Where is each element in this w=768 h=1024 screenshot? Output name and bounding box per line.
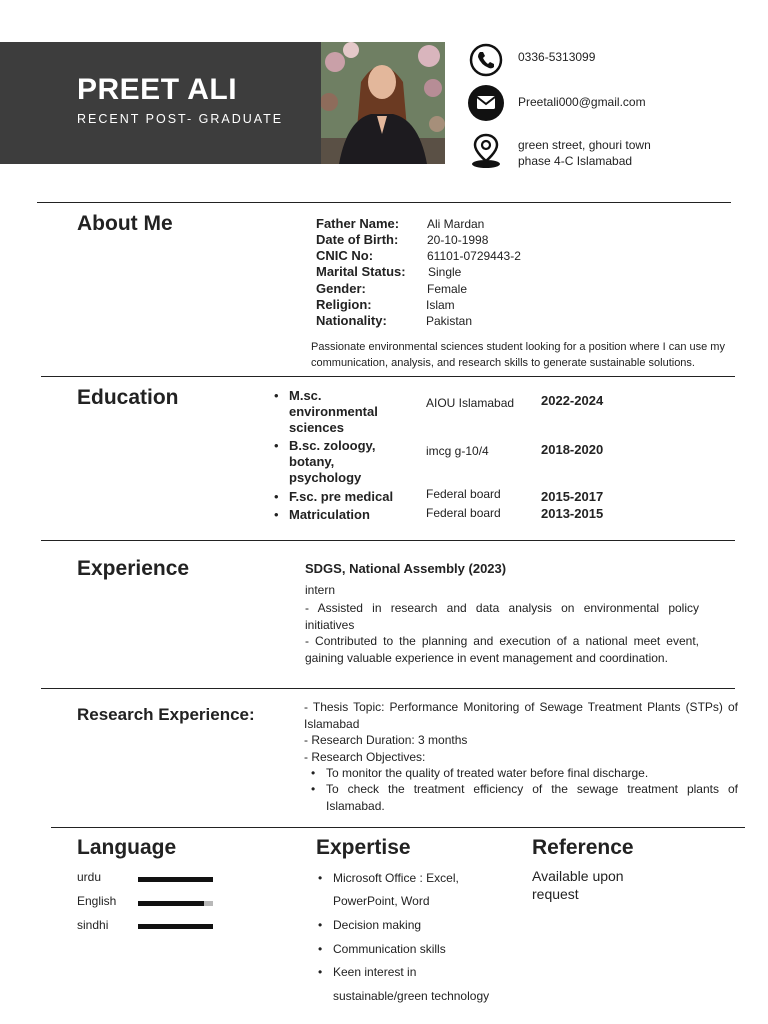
experience-role: intern bbox=[305, 583, 336, 597]
research-objective: To monitor the quality of treated water before final discharge. bbox=[326, 766, 649, 780]
candidate-subtitle: RECENT POST- GRADUATE bbox=[77, 112, 284, 126]
language-bar bbox=[138, 877, 213, 882]
bullet: • bbox=[274, 489, 279, 504]
about-value: Islam bbox=[426, 298, 455, 312]
divider bbox=[41, 376, 735, 377]
expertise-item: sustainable/green technology bbox=[333, 989, 490, 1003]
divider bbox=[51, 827, 745, 828]
about-label: Gender: bbox=[316, 281, 366, 296]
address bbox=[518, 137, 651, 169]
address-line-2: phase 4-C Islamabad bbox=[518, 154, 633, 168]
research-body bbox=[304, 699, 738, 765]
experience-line: initiatives bbox=[305, 618, 355, 632]
about-summary-line: Passionate environmental sciences student looking for a position where I can use my bbox=[311, 341, 725, 353]
degree-line: psychology bbox=[289, 470, 362, 485]
language-title: Language bbox=[77, 836, 177, 859]
education-degree bbox=[289, 438, 375, 486]
research-line: Islamabad. bbox=[326, 798, 385, 813]
about-label: Father Name: bbox=[316, 216, 400, 231]
bullet: • bbox=[274, 507, 279, 522]
envelope-icon bbox=[467, 84, 505, 122]
education-institute: AIOU Islamabad bbox=[426, 396, 515, 410]
language-bar-fill bbox=[138, 901, 204, 906]
divider bbox=[37, 202, 731, 203]
education-years: 2013-2015 bbox=[541, 506, 604, 521]
experience-line: - Assisted in research and data analysis on environmental policy bbox=[305, 601, 699, 615]
education-years: 2022-2024 bbox=[541, 393, 604, 408]
candidate-name: PREET ALI bbox=[77, 73, 238, 106]
about-value: 20-10-1998 bbox=[427, 233, 489, 247]
experience-duty bbox=[305, 633, 699, 667]
experience-line: gaining valuable experience in event management and coordination. bbox=[305, 651, 668, 665]
about-label: Marital Status: bbox=[316, 264, 406, 279]
degree-line: M.sc. bbox=[289, 388, 322, 403]
about-label: CNIC No: bbox=[316, 248, 374, 263]
education-degree bbox=[289, 489, 393, 505]
degree-line: sciences bbox=[289, 420, 344, 435]
about-label: Religion: bbox=[316, 297, 372, 312]
reference-text bbox=[532, 867, 624, 903]
expertise-item: PowerPoint, Word bbox=[333, 894, 430, 908]
expertise-item: Keen interest in bbox=[333, 965, 417, 979]
bullet: • bbox=[318, 942, 323, 956]
bullet: • bbox=[318, 918, 323, 932]
language-name: sindhi bbox=[77, 918, 109, 932]
about-title: About Me bbox=[77, 212, 173, 235]
bullet: • bbox=[274, 388, 279, 403]
education-institute: Federal board bbox=[426, 506, 501, 520]
about-summary bbox=[311, 339, 741, 371]
location-pin-icon bbox=[470, 133, 502, 169]
address-line-1: green street, ghouri town bbox=[518, 138, 651, 152]
profile-photo bbox=[321, 42, 445, 164]
research-objective bbox=[326, 781, 738, 814]
experience-title: Experience bbox=[77, 557, 190, 580]
degree-line: B.sc. zoloogy, bbox=[289, 438, 376, 453]
expertise-title: Expertise bbox=[316, 836, 411, 859]
about-value: 61101-0729443-2 bbox=[427, 249, 521, 263]
phone-number: 0336-5313099 bbox=[518, 50, 596, 64]
reference-line: request bbox=[532, 886, 579, 902]
degree-line: Matriculation bbox=[289, 507, 370, 522]
about-value: Ali Mardan bbox=[427, 217, 485, 231]
education-years: 2018-2020 bbox=[541, 442, 604, 457]
degree-line: environmental bbox=[289, 404, 378, 419]
bullet: • bbox=[318, 965, 323, 979]
degree-line: botany, bbox=[289, 454, 335, 469]
about-value: Single bbox=[428, 265, 462, 279]
research-line: Islamabad bbox=[304, 716, 360, 731]
divider bbox=[41, 540, 735, 541]
expertise-item: Communication skills bbox=[333, 942, 446, 956]
bullet: • bbox=[311, 766, 316, 780]
research-line: To check the treatment efficiency of the sewage treatment plants of bbox=[326, 782, 738, 796]
research-line: - Research Objectives: bbox=[304, 749, 426, 764]
expertise-item: Decision making bbox=[333, 918, 422, 932]
degree-line: F.sc. pre medical bbox=[289, 489, 394, 504]
language-bar-fill bbox=[138, 924, 213, 929]
about-label: Date of Birth: bbox=[316, 232, 399, 247]
language-name: urdu bbox=[77, 870, 102, 884]
language-bar bbox=[138, 901, 213, 906]
experience-duty bbox=[305, 600, 699, 634]
experience-line: - Contributed to the planning and execution of a national meet event, bbox=[305, 634, 699, 648]
education-institute: Federal board bbox=[426, 487, 501, 501]
education-degree bbox=[289, 507, 370, 523]
about-summary-line: communication, analysis, and research skills to generate sustainable solutions. bbox=[311, 357, 695, 369]
language-name: English bbox=[77, 894, 117, 908]
education-years: 2015-2017 bbox=[541, 489, 604, 504]
education-degree bbox=[289, 388, 378, 436]
language-bar-fill bbox=[138, 877, 213, 882]
expertise-item: Microsoft Office : Excel, bbox=[333, 871, 459, 885]
education-institute: imcg g-10/4 bbox=[426, 444, 489, 458]
about-value: Female bbox=[427, 282, 468, 296]
reference-title: Reference bbox=[532, 836, 634, 859]
language-bar bbox=[138, 924, 213, 929]
email-address: Preetali000@gmail.com bbox=[518, 95, 646, 109]
research-title: Research Experience: bbox=[77, 705, 255, 724]
research-line: - Thesis Topic: Performance Monitoring of Sewage Treatment Plants (STPs) of bbox=[304, 700, 738, 714]
about-value: Pakistan bbox=[426, 314, 473, 328]
bullet: • bbox=[274, 438, 279, 453]
research-line: - Research Duration: 3 months bbox=[304, 733, 468, 747]
about-label: Nationality: bbox=[316, 313, 387, 328]
phone-icon bbox=[469, 43, 503, 77]
education-title: Education bbox=[77, 386, 179, 409]
bullet: • bbox=[311, 782, 316, 796]
experience-org: SDGS, National Assembly (2023) bbox=[305, 561, 507, 576]
bullet: • bbox=[318, 871, 323, 885]
reference-line: Available upon bbox=[532, 868, 624, 884]
divider bbox=[41, 688, 735, 689]
